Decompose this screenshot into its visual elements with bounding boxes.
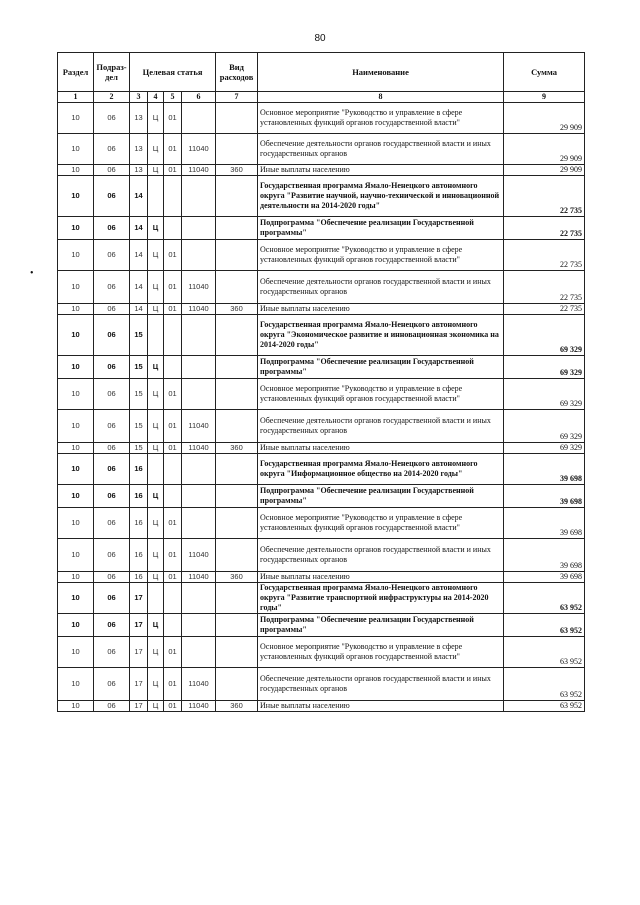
cell-sum: 22 735 [504, 304, 585, 315]
cell-podrazdel: 06 [94, 637, 130, 668]
cell-sum: 63 952 [504, 614, 585, 637]
cell-expense-type [216, 379, 258, 410]
cell-expense-type [216, 454, 258, 485]
cell-name: Обеспечение деятельности органов государственной власти и иных государственных органов [258, 539, 504, 572]
cell-sum: 63 952 [504, 637, 585, 668]
page-number: 80 [314, 33, 326, 44]
cell-name: Государственная программа Ямало-Ненецкого автономного округа "Экономическое развитие и инновационная экономика на 2014-2020 годы" [258, 315, 504, 356]
cell-subprogram: Ц [148, 701, 164, 712]
cell-name: Государственная программа Ямало-Ненецкого автономного округа "Развитие транспортной инфраструктуры на 2014-2020 годы" [258, 583, 504, 614]
cell-sum: 22 735 [504, 217, 585, 240]
cell-subprogram: Ц [148, 485, 164, 508]
cell-name: Иные выплаты населению [258, 572, 504, 583]
cell-expense-type [216, 583, 258, 614]
cell-direction: 11040 [182, 539, 216, 572]
cell-subprogram: Ц [148, 410, 164, 443]
cell-sum: 69 329 [504, 356, 585, 379]
cell-program: 14 [130, 217, 148, 240]
cell-podrazdel: 06 [94, 240, 130, 271]
table-row [58, 701, 585, 712]
cell-razdel: 10 [58, 165, 94, 176]
cell-podrazdel: 06 [94, 614, 130, 637]
cell-razdel: 10 [58, 176, 94, 217]
cell-expense-type [216, 217, 258, 240]
header-razdel: Раздел [58, 53, 94, 92]
cell-name: Иные выплаты населению [258, 165, 504, 176]
cell-podrazdel: 06 [94, 443, 130, 454]
cell-direction [182, 583, 216, 614]
cell-expense-type [216, 356, 258, 379]
budget-table [57, 52, 585, 712]
cell-subprogram: Ц [148, 356, 164, 379]
cell-podrazdel: 06 [94, 356, 130, 379]
table-row [58, 304, 585, 315]
cell-program: 15 [130, 356, 148, 379]
cell-direction [182, 103, 216, 134]
cell-sum: 63 952 [504, 668, 585, 701]
cell-podrazdel: 06 [94, 103, 130, 134]
cell-name: Обеспечение деятельности органов государственной власти и иных государственных органов [258, 410, 504, 443]
cell-expense-type [216, 539, 258, 572]
cell-event: 01 [164, 443, 182, 454]
cell-sum: 63 952 [504, 701, 585, 712]
cell-razdel: 10 [58, 572, 94, 583]
cell-name: Основное мероприятие "Руководство и управление в сфере установленных функций органов государственной власти" [258, 240, 504, 271]
cell-subprogram [148, 454, 164, 485]
col-number: 8 [258, 92, 504, 103]
cell-name: Основное мероприятие "Руководство и управление в сфере установленных функций органов государственной власти" [258, 103, 504, 134]
cell-name: Подпрограмма "Обеспечение реализации Государственной программы" [258, 356, 504, 379]
cell-subprogram: Ц [148, 240, 164, 271]
cell-razdel: 10 [58, 485, 94, 508]
cell-expense-type [216, 668, 258, 701]
cell-event: 01 [164, 379, 182, 410]
cell-podrazdel: 06 [94, 410, 130, 443]
cell-name: Основное мероприятие "Руководство и управление в сфере установленных функций органов государственной власти" [258, 379, 504, 410]
cell-name: Подпрограмма "Обеспечение реализации Государственной программы" [258, 485, 504, 508]
cell-expense-type: 360 [216, 572, 258, 583]
cell-name: Государственная программа Ямало-Ненецкого автономного округа "Информационное общество на 2014-2020 годы" [258, 454, 504, 485]
cell-program: 14 [130, 176, 148, 217]
cell-razdel: 10 [58, 443, 94, 454]
table-row [58, 668, 585, 701]
cell-program: 17 [130, 668, 148, 701]
cell-name: Обеспечение деятельности органов государственной власти и иных государственных органов [258, 668, 504, 701]
table-row [58, 614, 585, 637]
col-number: 5 [164, 92, 182, 103]
table-row [58, 103, 585, 134]
cell-razdel: 10 [58, 304, 94, 315]
cell-subprogram: Ц [148, 217, 164, 240]
stray-mark: • [30, 268, 34, 279]
table-row [58, 583, 585, 614]
cell-name: Государственная программа Ямало-Ненецкого автономного округа "Развитие научной, научно-технической и инновационной деятельности на 2014-2020 годы" [258, 176, 504, 217]
cell-event: 01 [164, 304, 182, 315]
cell-direction [182, 176, 216, 217]
cell-sum: 22 735 [504, 240, 585, 271]
cell-direction [182, 614, 216, 637]
cell-expense-type [216, 271, 258, 304]
cell-subprogram: Ц [148, 539, 164, 572]
cell-direction [182, 637, 216, 668]
table-row [58, 165, 585, 176]
cell-podrazdel: 06 [94, 572, 130, 583]
cell-program: 14 [130, 240, 148, 271]
table-row [58, 217, 585, 240]
cell-direction: 11040 [182, 572, 216, 583]
cell-event [164, 454, 182, 485]
cell-event: 01 [164, 539, 182, 572]
cell-event [164, 485, 182, 508]
cell-event [164, 614, 182, 637]
cell-subprogram: Ц [148, 379, 164, 410]
table-row [58, 176, 585, 217]
cell-name: Обеспечение деятельности органов государственной власти и иных государственных органов [258, 271, 504, 304]
cell-name: Основное мероприятие "Руководство и управление в сфере установленных функций органов государственной власти" [258, 637, 504, 668]
header-target-article: Целевая статья [130, 53, 216, 92]
cell-subprogram: Ц [148, 614, 164, 637]
cell-subprogram [148, 176, 164, 217]
cell-podrazdel: 06 [94, 379, 130, 410]
cell-sum: 63 952 [504, 583, 585, 614]
cell-podrazdel: 06 [94, 485, 130, 508]
cell-program: 13 [130, 165, 148, 176]
cell-subprogram: Ц [148, 134, 164, 165]
cell-subprogram: Ц [148, 165, 164, 176]
table-row [58, 410, 585, 443]
cell-expense-type [216, 315, 258, 356]
cell-program: 16 [130, 508, 148, 539]
cell-podrazdel: 06 [94, 701, 130, 712]
cell-event: 01 [164, 271, 182, 304]
header-sum: Сумма [504, 53, 585, 92]
cell-razdel: 10 [58, 508, 94, 539]
cell-event: 01 [164, 668, 182, 701]
table-row [58, 379, 585, 410]
cell-expense-type: 360 [216, 304, 258, 315]
cell-name: Подпрограмма "Обеспечение реализации Государственной программы" [258, 614, 504, 637]
cell-razdel: 10 [58, 614, 94, 637]
cell-subprogram [148, 315, 164, 356]
cell-direction: 11040 [182, 410, 216, 443]
cell-direction [182, 454, 216, 485]
cell-name: Подпрограмма "Обеспечение реализации Государственной программы" [258, 217, 504, 240]
cell-razdel: 10 [58, 539, 94, 572]
cell-name: Иные выплаты населению [258, 304, 504, 315]
cell-event: 01 [164, 701, 182, 712]
col-number: 7 [216, 92, 258, 103]
cell-subprogram: Ц [148, 508, 164, 539]
cell-expense-type: 360 [216, 701, 258, 712]
header-expense-type: Вид расходов [216, 53, 258, 92]
header-podrazdel: Подраз-дел [94, 53, 130, 92]
col-number: 9 [504, 92, 585, 103]
cell-subprogram: Ц [148, 443, 164, 454]
cell-program: 15 [130, 379, 148, 410]
cell-sum: 69 329 [504, 443, 585, 454]
cell-expense-type [216, 485, 258, 508]
cell-sum: 29 909 [504, 103, 585, 134]
cell-direction: 11040 [182, 668, 216, 701]
table-header-row [58, 53, 585, 92]
cell-direction: 11040 [182, 165, 216, 176]
cell-program: 14 [130, 304, 148, 315]
cell-direction: 11040 [182, 271, 216, 304]
table-row [58, 539, 585, 572]
cell-expense-type [216, 508, 258, 539]
table-row [58, 271, 585, 304]
table-row [58, 443, 585, 454]
cell-event: 01 [164, 410, 182, 443]
cell-name: Основное мероприятие "Руководство и управление в сфере установленных функций органов государственной власти" [258, 508, 504, 539]
cell-subprogram: Ц [148, 271, 164, 304]
cell-expense-type [216, 637, 258, 668]
cell-razdel: 10 [58, 240, 94, 271]
cell-podrazdel: 06 [94, 271, 130, 304]
cell-podrazdel: 06 [94, 217, 130, 240]
cell-podrazdel: 06 [94, 583, 130, 614]
cell-event [164, 217, 182, 240]
cell-direction [182, 217, 216, 240]
cell-program: 15 [130, 315, 148, 356]
cell-event: 01 [164, 637, 182, 668]
cell-direction [182, 508, 216, 539]
cell-program: 16 [130, 454, 148, 485]
col-number: 2 [94, 92, 130, 103]
cell-sum: 29 909 [504, 165, 585, 176]
cell-subprogram [148, 583, 164, 614]
cell-podrazdel: 06 [94, 539, 130, 572]
col-number: 1 [58, 92, 94, 103]
cell-direction: 11040 [182, 443, 216, 454]
cell-razdel: 10 [58, 583, 94, 614]
table-row [58, 485, 585, 508]
cell-direction: 11040 [182, 304, 216, 315]
col-number: 3 [130, 92, 148, 103]
cell-event: 01 [164, 572, 182, 583]
cell-sum: 29 909 [504, 134, 585, 165]
col-number: 4 [148, 92, 164, 103]
cell-subprogram: Ц [148, 637, 164, 668]
cell-expense-type [216, 240, 258, 271]
cell-program: 15 [130, 410, 148, 443]
header-name: Наименование [258, 53, 504, 92]
cell-event: 01 [164, 240, 182, 271]
cell-direction [182, 379, 216, 410]
cell-program: 16 [130, 485, 148, 508]
cell-razdel: 10 [58, 701, 94, 712]
cell-podrazdel: 06 [94, 176, 130, 217]
cell-razdel: 10 [58, 410, 94, 443]
cell-podrazdel: 06 [94, 165, 130, 176]
cell-subprogram: Ц [148, 103, 164, 134]
cell-sum: 39 698 [504, 539, 585, 572]
cell-event: 01 [164, 165, 182, 176]
cell-expense-type [216, 103, 258, 134]
cell-sum: 39 698 [504, 572, 585, 583]
cell-sum: 39 698 [504, 485, 585, 508]
cell-expense-type [216, 176, 258, 217]
cell-expense-type [216, 614, 258, 637]
cell-direction [182, 485, 216, 508]
table-row [58, 356, 585, 379]
cell-program: 16 [130, 539, 148, 572]
cell-expense-type: 360 [216, 443, 258, 454]
cell-name: Обеспечение деятельности органов государственной власти и иных государственных органов [258, 134, 504, 165]
table-row [58, 240, 585, 271]
cell-program: 17 [130, 637, 148, 668]
cell-direction [182, 315, 216, 356]
cell-name: Иные выплаты населению [258, 701, 504, 712]
table-row [58, 134, 585, 165]
cell-expense-type [216, 410, 258, 443]
cell-sum: 39 698 [504, 454, 585, 485]
cell-podrazdel: 06 [94, 315, 130, 356]
cell-program: 16 [130, 572, 148, 583]
cell-sum: 39 698 [504, 508, 585, 539]
cell-event [164, 315, 182, 356]
cell-razdel: 10 [58, 356, 94, 379]
cell-sum: 22 735 [504, 271, 585, 304]
cell-subprogram: Ц [148, 572, 164, 583]
cell-direction: 11040 [182, 701, 216, 712]
cell-podrazdel: 06 [94, 508, 130, 539]
cell-program: 14 [130, 271, 148, 304]
cell-program: 15 [130, 443, 148, 454]
cell-razdel: 10 [58, 217, 94, 240]
cell-sum: 69 329 [504, 379, 585, 410]
cell-direction: 11040 [182, 134, 216, 165]
table-row [58, 315, 585, 356]
table-row [58, 508, 585, 539]
cell-podrazdel: 06 [94, 668, 130, 701]
cell-subprogram: Ц [148, 668, 164, 701]
table-row [58, 572, 585, 583]
cell-razdel: 10 [58, 103, 94, 134]
cell-program: 13 [130, 103, 148, 134]
cell-event [164, 176, 182, 217]
cell-name: Иные выплаты населению [258, 443, 504, 454]
cell-direction [182, 356, 216, 379]
cell-razdel: 10 [58, 134, 94, 165]
cell-event: 01 [164, 508, 182, 539]
cell-event: 01 [164, 103, 182, 134]
cell-expense-type [216, 134, 258, 165]
cell-sum: 69 329 [504, 410, 585, 443]
cell-razdel: 10 [58, 315, 94, 356]
cell-razdel: 10 [58, 668, 94, 701]
cell-subprogram: Ц [148, 304, 164, 315]
cell-program: 17 [130, 701, 148, 712]
cell-event [164, 583, 182, 614]
cell-podrazdel: 06 [94, 134, 130, 165]
cell-direction [182, 240, 216, 271]
cell-expense-type: 360 [216, 165, 258, 176]
table-row [58, 454, 585, 485]
cell-event [164, 356, 182, 379]
table-row [58, 637, 585, 668]
cell-razdel: 10 [58, 379, 94, 410]
cell-sum: 22 735 [504, 176, 585, 217]
cell-razdel: 10 [58, 271, 94, 304]
cell-razdel: 10 [58, 454, 94, 485]
cell-sum: 69 329 [504, 315, 585, 356]
cell-razdel: 10 [58, 637, 94, 668]
cell-program: 13 [130, 134, 148, 165]
cell-program: 17 [130, 614, 148, 637]
column-number-row [58, 92, 585, 103]
cell-program: 17 [130, 583, 148, 614]
cell-podrazdel: 06 [94, 454, 130, 485]
col-number: 6 [182, 92, 216, 103]
cell-podrazdel: 06 [94, 304, 130, 315]
cell-event: 01 [164, 134, 182, 165]
